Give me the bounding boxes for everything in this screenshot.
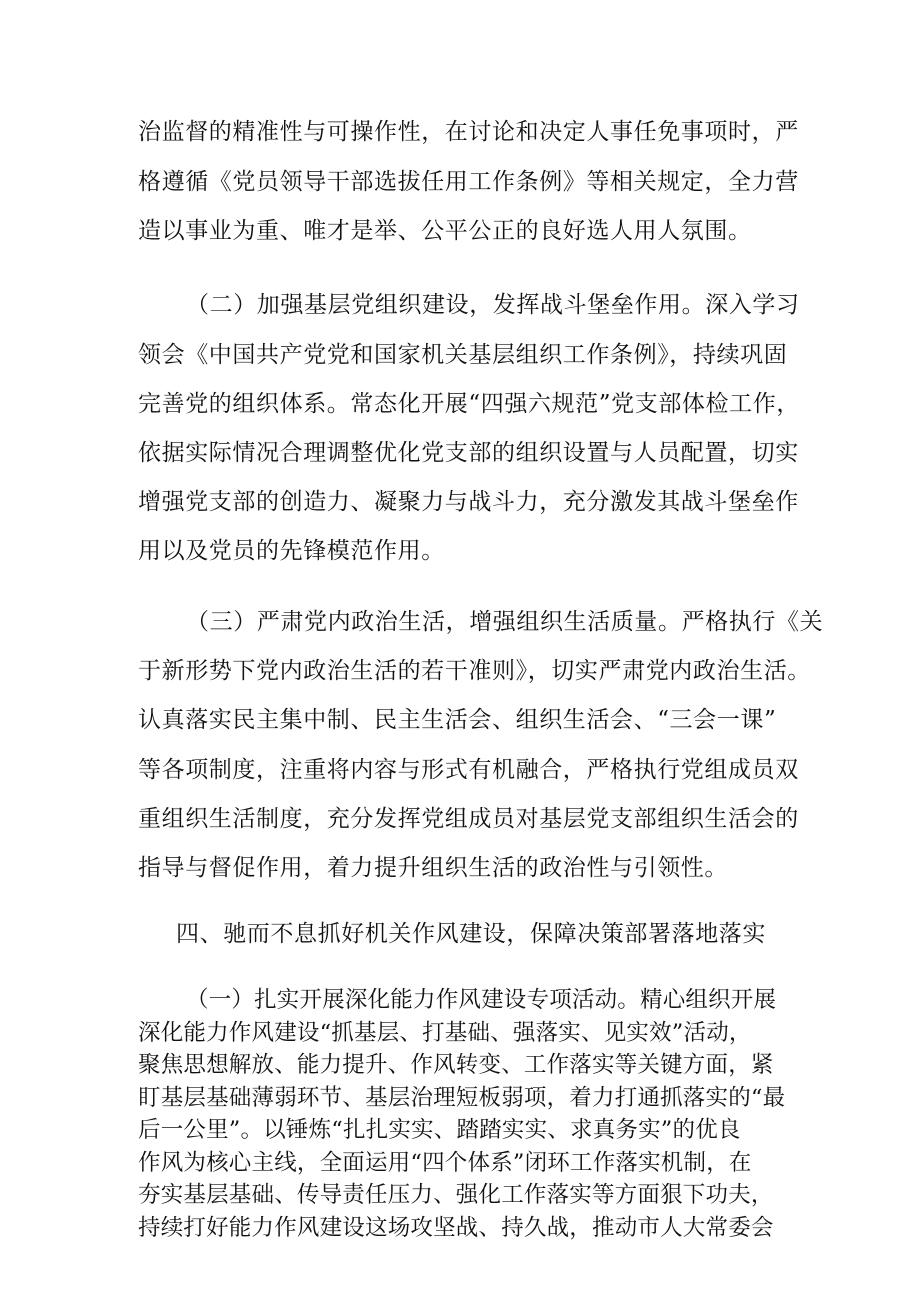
text-line: 用以及党员的先锋模范作用。 [138, 538, 445, 564]
paragraph-start-line: （一）扎实开展深化能力作风建设专项活动。精心组织开展 [186, 987, 777, 1013]
text-line: 完善党的组织体系。常态化开展“四强六规范”党支部体检工作， [138, 391, 800, 417]
text-line: 等各项制度，注重将内容与形式有机融合，严格执行党组成员双 [138, 757, 799, 783]
text-line: 重组织生活制度，充分发挥党组成员对基层党支部组织生活会的 [138, 806, 799, 832]
text-line: 作风为核心主线，全面运用“四个体系”闭环工作落实机制，在 [138, 1150, 752, 1176]
text-line: 于新形势下党内政治生活的若干准则》，切实严肃党内政治生活。 [138, 658, 811, 684]
paragraph-start-line: （二）加强基层党组织建设，发挥战斗堡垒作用。深入学习 [186, 292, 800, 318]
text-line: 治监督的精准性与可操作性，在讨论和决定人事任免事项时，严 [138, 119, 799, 145]
text-line: 造以事业为重、唯才是举、公平公正的良好选人用人氛围。 [138, 218, 752, 244]
text-line: 增强党支部的创造力、凝聚力与战斗力，充分激发其战斗堡垒作 [138, 489, 799, 515]
section-heading: 四、驰而不息抓好机关作风建设，保障决策部署落地落实 [176, 921, 766, 947]
text-line: 聚焦思想解放、能力提升、作风转变、工作落实等关键方面，紧 [138, 1052, 774, 1078]
text-line: 后一公里”。以锤炼“扎扎实实、踏踏实实、求真务实”的优良 [138, 1117, 741, 1143]
text-line: 领会《中国共产党党和国家机关基层组织工作条例》，持续巩固 [138, 342, 788, 368]
paragraph-start-line: （三）严肃党内政治生活，增强组织生活质量。严格执行《关 [186, 609, 824, 635]
text-line: 夯实基层基础、传导责任压力、强化工作落实等方面狠下功夫， [138, 1182, 774, 1208]
text-line: 持续打好能力作风建设这场攻坚战、持久战，推动市人大常委会 [138, 1215, 774, 1241]
text-line: 依据实际情况合理调整优化党支部的组织设置与人员配置，切实 [138, 440, 799, 466]
text-line: 盯基层基础薄弱环节、基层治理短板弱项，着力打通抓落实的“最 [138, 1085, 786, 1111]
text-line: 格遵循《党员领导干部选拔任用工作条例》等相关规定，全力营 [138, 169, 799, 195]
text-line: 认真落实民主集中制、民主生活会、组织生活会、“三会一课” [138, 707, 777, 733]
text-line: 深化能力作风建设“抓基层、打基础、强落实、见实效”活动， [138, 1020, 752, 1046]
text-line: 指导与督促作用，着力提升组织生活的政治性与引领性。 [138, 855, 728, 881]
